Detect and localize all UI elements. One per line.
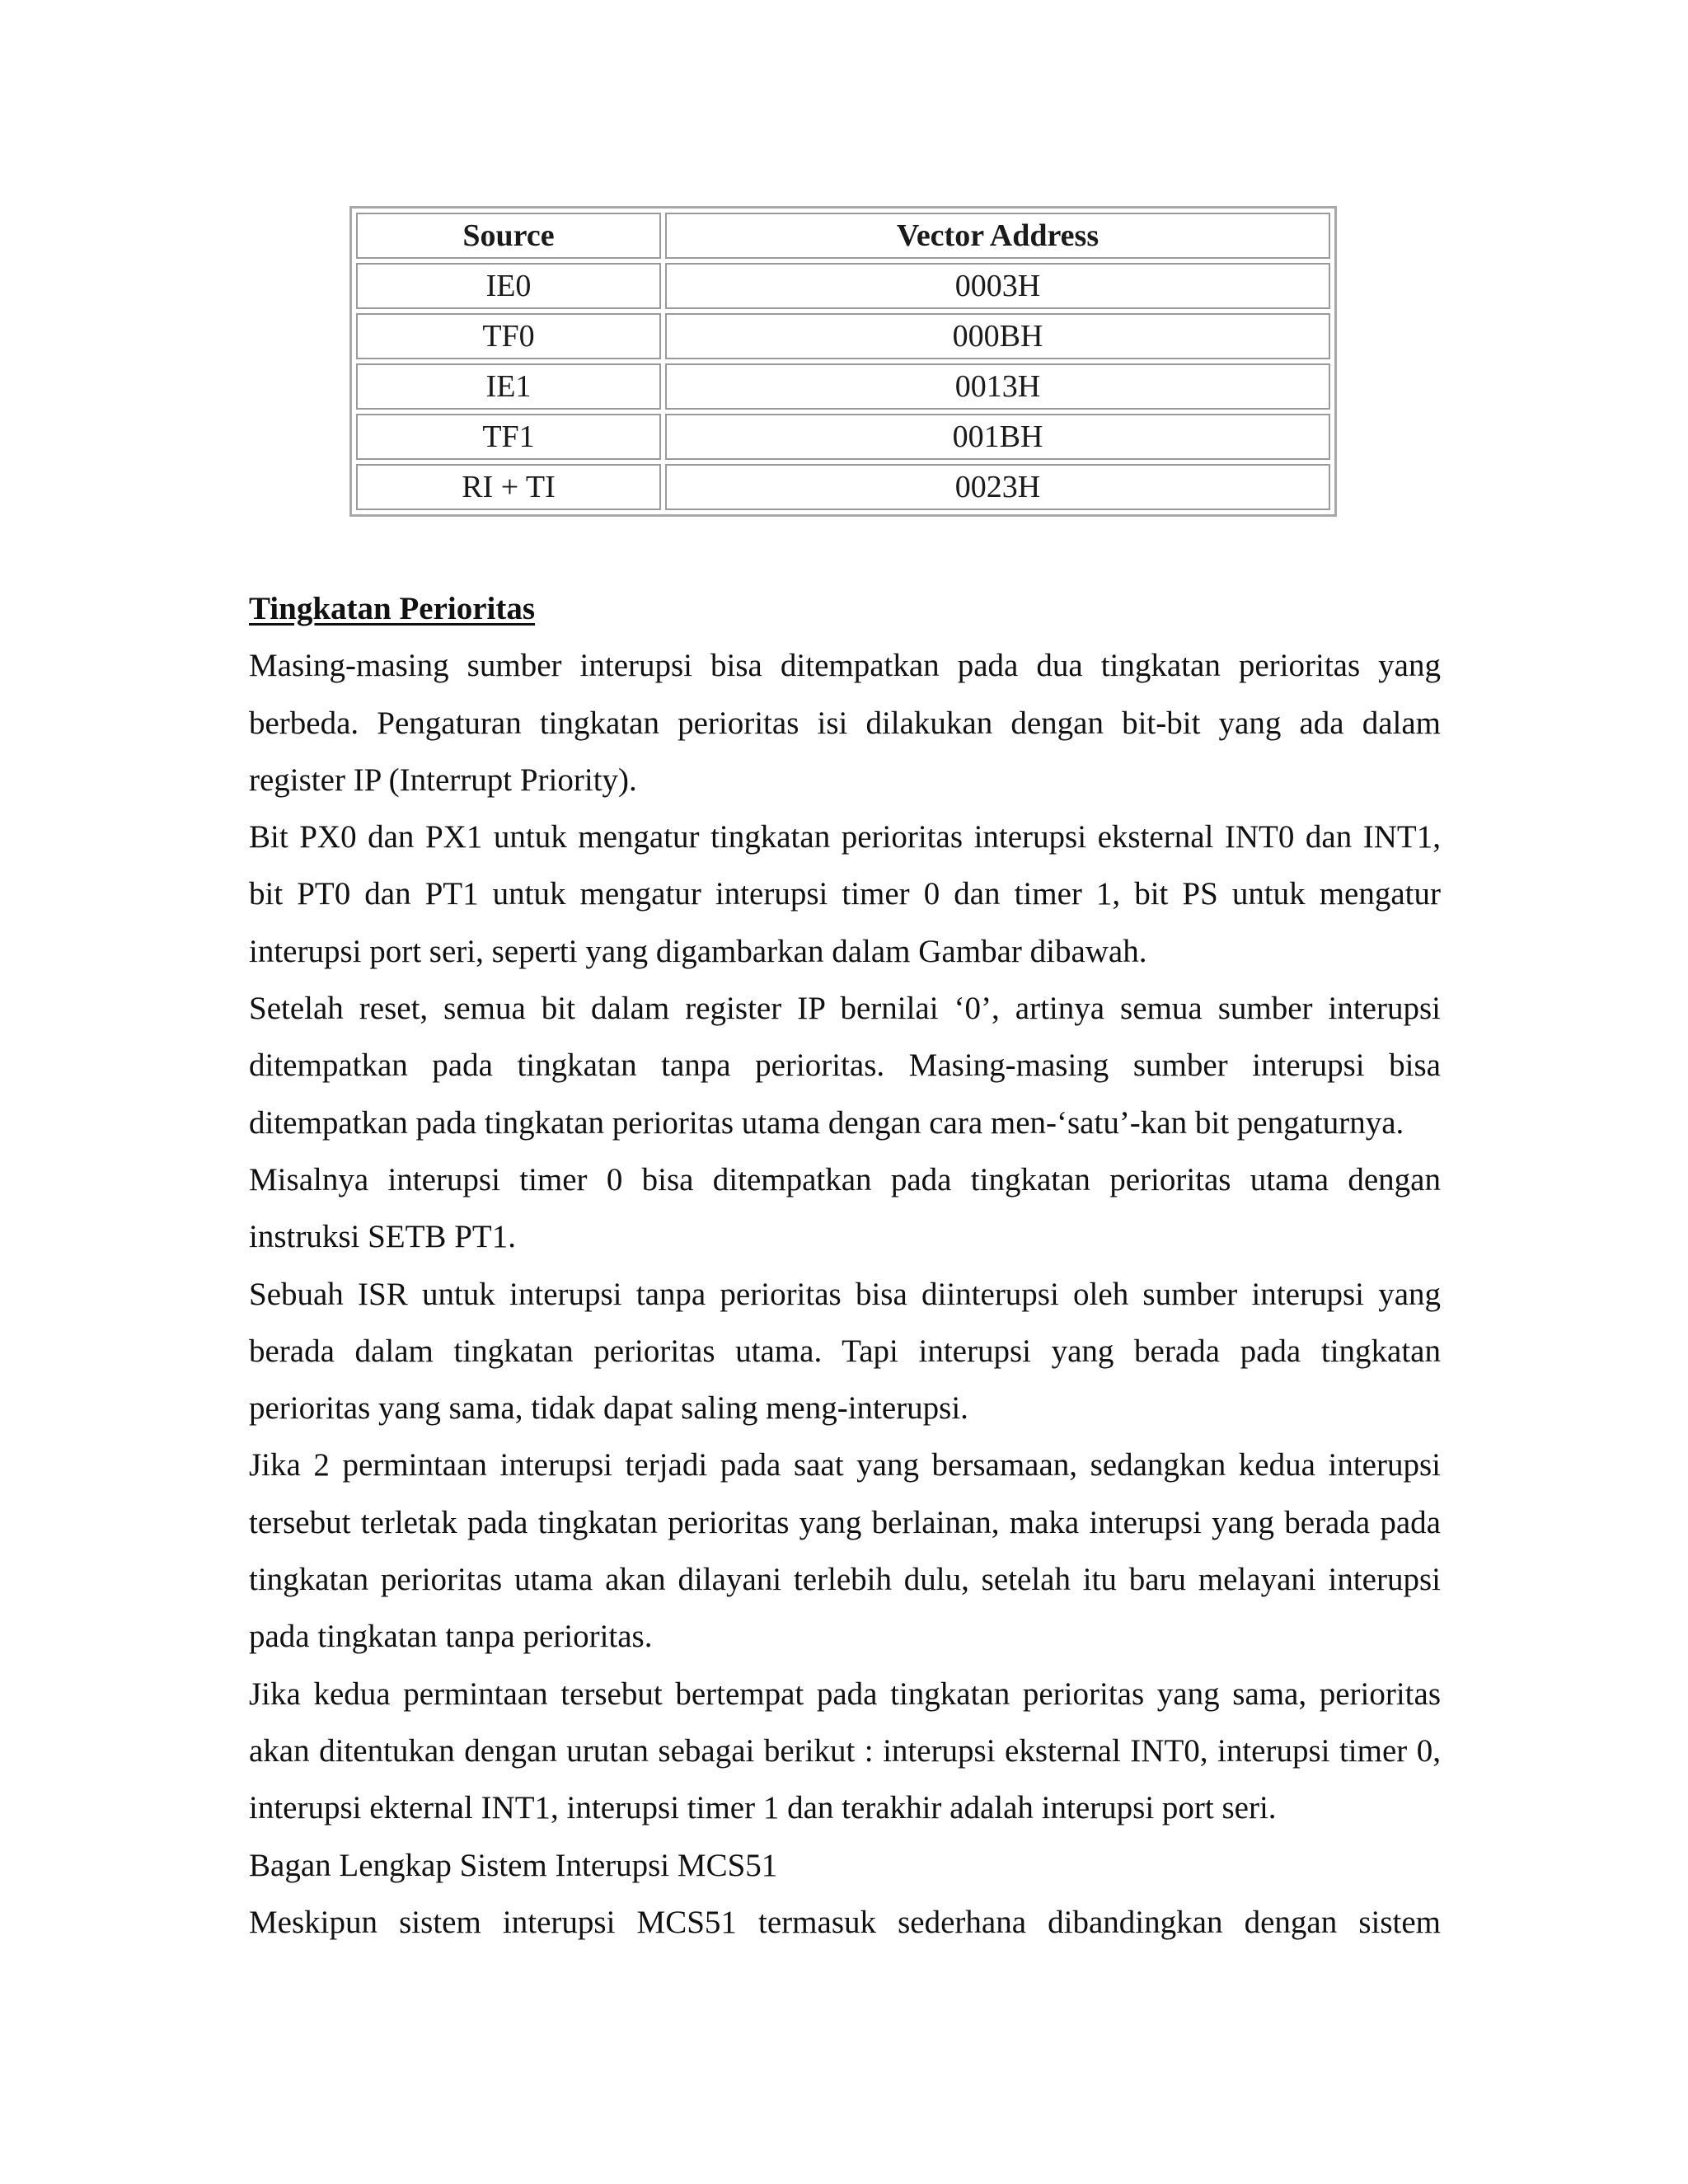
source-cell: TF1 <box>356 414 661 460</box>
interrupt-vector-table <box>349 206 1337 517</box>
table-row <box>356 414 1330 460</box>
paragraph: Jika 2 permintaan interupsi terjadi pada saat yang bersamaan, sedangkan kedua interupsi tersebut terletak pada tingkatan perioritas yang berlainan, maka interupsi yang berada pada tingkatan perioritas utama akan dilayani terlebih dulu, setelah itu baru melayani interupsi pada tingkatan tanpa perioritas. <box>249 1447 1441 1655</box>
table-header-row <box>356 213 1330 259</box>
table-row <box>356 263 1330 309</box>
vector-address-cell: 001BH <box>665 414 1330 460</box>
table-row <box>356 464 1330 510</box>
paragraph: Misalnya interupsi timer 0 bisa ditempatkan pada tingkatan perioritas utama dengan instruksi SETB PT1. <box>249 1161 1441 1255</box>
source-column-header: Source <box>356 213 661 259</box>
section-heading: Tingkatan Perioritas <box>249 591 536 626</box>
source-cell: IE1 <box>356 363 661 410</box>
paragraph: Jika kedua permintaan tersebut bertempat pada tingkatan perioritas yang sama, perioritas akan ditentukan dengan urutan sebagai berikut : interupsi eksternal INT0, interupsi timer 0, interupsi ekternal INT1, interupsi timer 1 dan terakhir adalah interupsi port seri. <box>249 1675 1441 1826</box>
subheading: Bagan Lengkap Sistem Interupsi MCS51 <box>249 1847 778 1883</box>
vector-address-cell: 000BH <box>665 313 1330 359</box>
table-row <box>356 363 1330 410</box>
paragraph: Sebuah ISR untuk interupsi tanpa perioritas bisa diinterupsi oleh sumber interupsi yang berada dalam tingkatan perioritas utama. Tapi interupsi yang berada pada tingkatan perioritas yang sama, tidak dapat saling meng-interupsi. <box>249 1276 1441 1427</box>
paragraph: Masing-masing sumber interupsi bisa ditempatkan pada dua tingkatan perioritas yang berbeda. Pengaturan tingkatan perioritas isi dilakukan dengan bit-bit yang ada dalam register IP (Interrupt Priority). <box>249 648 1441 798</box>
vector-address-cell: 0023H <box>665 464 1330 510</box>
table-row <box>356 313 1330 359</box>
source-cell: RI + TI <box>356 464 661 510</box>
vector-address-cell: 0013H <box>665 363 1330 410</box>
closing-line: Meskipun sistem interupsi MCS51 termasuk sederhana dibandingkan dengan sistem <box>249 1904 1441 1940</box>
body-text <box>249 580 1441 1951</box>
paragraph: Bit PX0 dan PX1 untuk mengatur tingkatan perioritas interupsi eksternal INT0 dan INT1, bit PT0 dan PT1 untuk mengatur interupsi timer 0 dan timer 1, bit PS untuk mengatur interupsi port seri, seperti yang digambarkan dalam Gambar dibawah. <box>249 819 1441 969</box>
vector-address-cell: 0003H <box>665 263 1330 309</box>
paragraph: Setelah reset, semua bit dalam register IP bernilai ‘0’, artinya semua sumber interupsi ditempatkan pada tingkatan tanpa perioritas. Masing-masing sumber interupsi bisa ditempatkan pada tingkatan perioritas utama dengan cara men-‘satu’-kan bit pengaturnya. <box>249 991 1441 1141</box>
source-cell: TF0 <box>356 313 661 359</box>
vector-address-column-header: Vector Address <box>665 213 1330 259</box>
source-cell: IE0 <box>356 263 661 309</box>
